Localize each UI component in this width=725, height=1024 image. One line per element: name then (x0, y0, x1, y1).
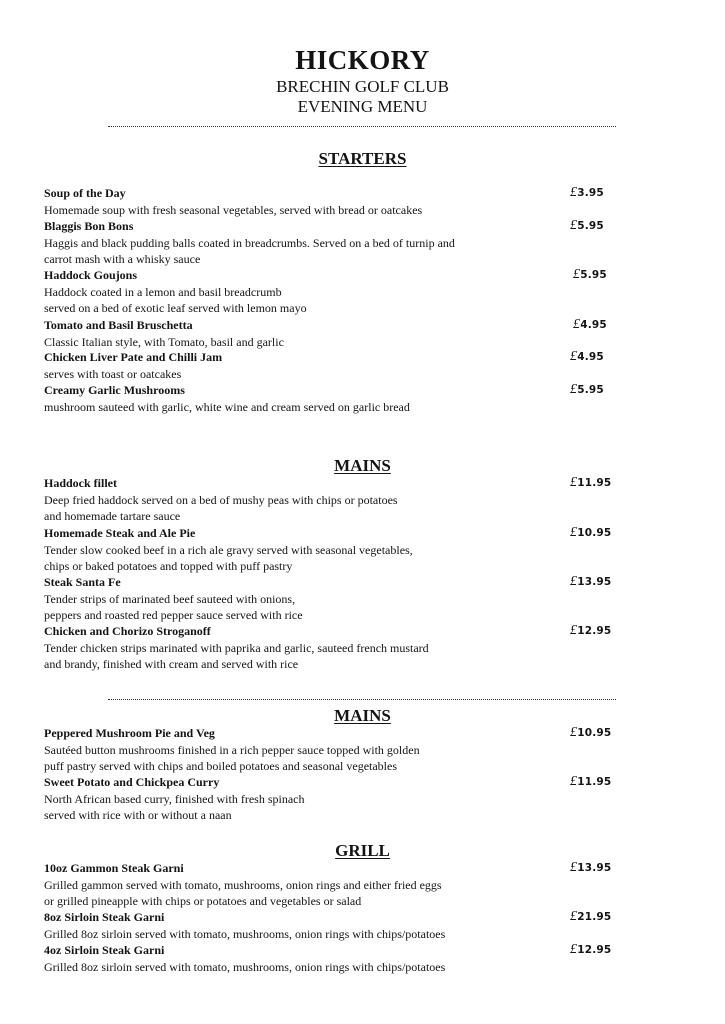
price-value: 10.95 (577, 527, 612, 539)
item-description: Deep fried haddock served on a bed of mushy peas with chips or potatoes (44, 492, 398, 507)
item-name: Steak Santa Fe (44, 575, 121, 589)
item-name: Sweet Potato and Chickpea Curry (44, 775, 220, 789)
item-price (570, 574, 611, 591)
item-name: Haddock fillet (44, 476, 118, 490)
dotted-divider (108, 126, 616, 127)
item-price (570, 774, 611, 791)
item-description: Grilled 8oz sirloin served with tomato, mushrooms, onion rings with chips/potatoes (44, 926, 446, 941)
item-name: 4oz Sirloin Steak Garni (44, 943, 165, 957)
price-value: 4.95 (580, 319, 607, 331)
item-price (570, 475, 611, 492)
price-value: 12.95 (577, 625, 612, 637)
item-price (570, 909, 611, 926)
menu-item (44, 725, 624, 775)
price-value: 4.95 (577, 351, 604, 363)
menu-item (44, 185, 624, 218)
pound-sign: £ (570, 623, 578, 638)
item-price (570, 218, 604, 235)
pound-sign: £ (570, 382, 578, 397)
item-description: North African based curry, finished with fresh spinach (44, 791, 305, 806)
menu-item (44, 267, 624, 317)
item-name: Blaggis Bon Bons (44, 219, 134, 233)
item-price (570, 525, 611, 542)
item-name: Chicken and Chorizo Stroganoff (44, 624, 211, 638)
menu-title: EVENING MENU (297, 97, 428, 116)
section-heading-mains: MAINS (334, 456, 391, 475)
item-name: Homemade Steak and Ale Pie (44, 526, 196, 540)
menu-item (44, 909, 624, 942)
item-name: Creamy Garlic Mushrooms (44, 383, 185, 397)
dotted-divider (108, 699, 616, 700)
menu-item (44, 382, 624, 415)
section-heading-grill: GRILL (335, 841, 390, 860)
item-price (573, 267, 607, 284)
price-value: 10.95 (577, 727, 612, 739)
pound-sign: £ (573, 267, 581, 282)
pound-sign: £ (570, 909, 578, 924)
item-price (570, 860, 611, 877)
item-description: Grilled 8oz sirloin served with tomato, mushrooms, onion rings with chips/potatoes (44, 959, 446, 974)
price-value: 13.95 (577, 862, 612, 874)
pound-sign: £ (570, 860, 578, 875)
item-description: Tender strips of marinated beef sauteed with onions, (44, 591, 296, 606)
menu-item (44, 525, 624, 575)
item-description: and homemade tartare sauce (44, 509, 181, 523)
item-price (573, 317, 607, 334)
pound-sign: £ (570, 475, 578, 490)
item-price (570, 349, 604, 366)
item-description: Classic Italian style, with Tomato, basil and garlic (44, 334, 284, 349)
item-description: mushroom sauteed with garlic, white wine and cream served on garlic bread (44, 399, 410, 414)
pound-sign: £ (570, 218, 578, 233)
price-value: 5.95 (580, 269, 607, 281)
item-name: Peppered Mushroom Pie and Veg (44, 726, 215, 740)
menu-item (44, 475, 624, 525)
club-name: BRECHIN GOLF CLUB (276, 77, 449, 96)
pound-sign: £ (570, 349, 578, 364)
item-description: and brandy, finished with cream and served with rice (44, 657, 299, 671)
pound-sign: £ (570, 525, 578, 540)
pound-sign: £ (570, 942, 578, 957)
item-description: carrot mash with a whisky sauce (44, 252, 201, 266)
item-name: Tomato and Basil Bruschetta (44, 318, 193, 332)
menu-item (44, 218, 624, 268)
item-description: Sautéed button mushrooms finished in a rich pepper sauce topped with golden (44, 742, 420, 757)
price-value: 5.95 (577, 384, 604, 396)
price-value: 13.95 (577, 576, 612, 588)
menu-item (44, 349, 624, 382)
pound-sign: £ (570, 725, 578, 740)
item-name: Haddock Goujons (44, 268, 138, 282)
item-name: Soup of the Day (44, 186, 126, 200)
price-value: 11.95 (577, 477, 612, 489)
item-description: chips or baked potatoes and topped with puff pastry (44, 559, 293, 573)
item-description: Grilled gammon served with tomato, mushrooms, onion rings and either fried eggs (44, 877, 442, 892)
section-heading-starters: STARTERS (318, 149, 407, 168)
item-description: Tender slow cooked beef in a rich ale gravy served with seasonal vegetables, (44, 542, 413, 557)
item-price (570, 623, 611, 640)
menu-item (44, 942, 624, 975)
item-price (570, 725, 611, 742)
pound-sign: £ (570, 574, 578, 589)
item-description: served with rice with or without a naan (44, 808, 232, 822)
item-description: Homemade soup with fresh seasonal vegetables, served with bread or oatcakes (44, 202, 423, 217)
price-value: 21.95 (577, 911, 612, 923)
item-price (570, 382, 604, 399)
item-description: peppers and roasted red pepper sauce served with rice (44, 608, 303, 622)
item-description: served on a bed of exotic leaf served with lemon mayo (44, 301, 307, 315)
restaurant-name: HICKORY (295, 45, 430, 75)
pound-sign: £ (573, 317, 581, 332)
price-value: 5.95 (577, 220, 604, 232)
item-price (570, 185, 604, 202)
menu-item (44, 774, 624, 824)
item-price (570, 942, 611, 959)
item-name: 8oz Sirloin Steak Garni (44, 910, 165, 924)
price-value: 11.95 (577, 776, 612, 788)
price-value: 12.95 (577, 944, 612, 956)
item-description: or grilled pineapple with chips or potatoes and vegetables or salad (44, 894, 362, 908)
item-name: 10oz Gammon Steak Garni (44, 861, 184, 875)
pound-sign: £ (570, 774, 578, 789)
menu-item (44, 317, 624, 350)
item-description: Haggis and black pudding balls coated in breadcrumbs. Served on a bed of turnip and (44, 235, 455, 250)
menu-item (44, 623, 624, 673)
item-description: Tender chicken strips marinated with paprika and garlic, sauteed french mustard (44, 640, 429, 655)
section-heading-mains-2: MAINS (334, 706, 391, 725)
item-description: puff pastry served with chips and boiled potatoes and seasonal vegetables (44, 759, 398, 773)
item-name: Chicken Liver Pate and Chilli Jam (44, 350, 223, 364)
item-description: Haddock coated in a lemon and basil breadcrumb (44, 284, 282, 299)
price-value: 3.95 (577, 187, 604, 199)
item-description: serves with toast or oatcakes (44, 366, 182, 381)
menu-item (44, 860, 624, 910)
menu-item (44, 574, 624, 624)
pound-sign: £ (570, 185, 578, 200)
